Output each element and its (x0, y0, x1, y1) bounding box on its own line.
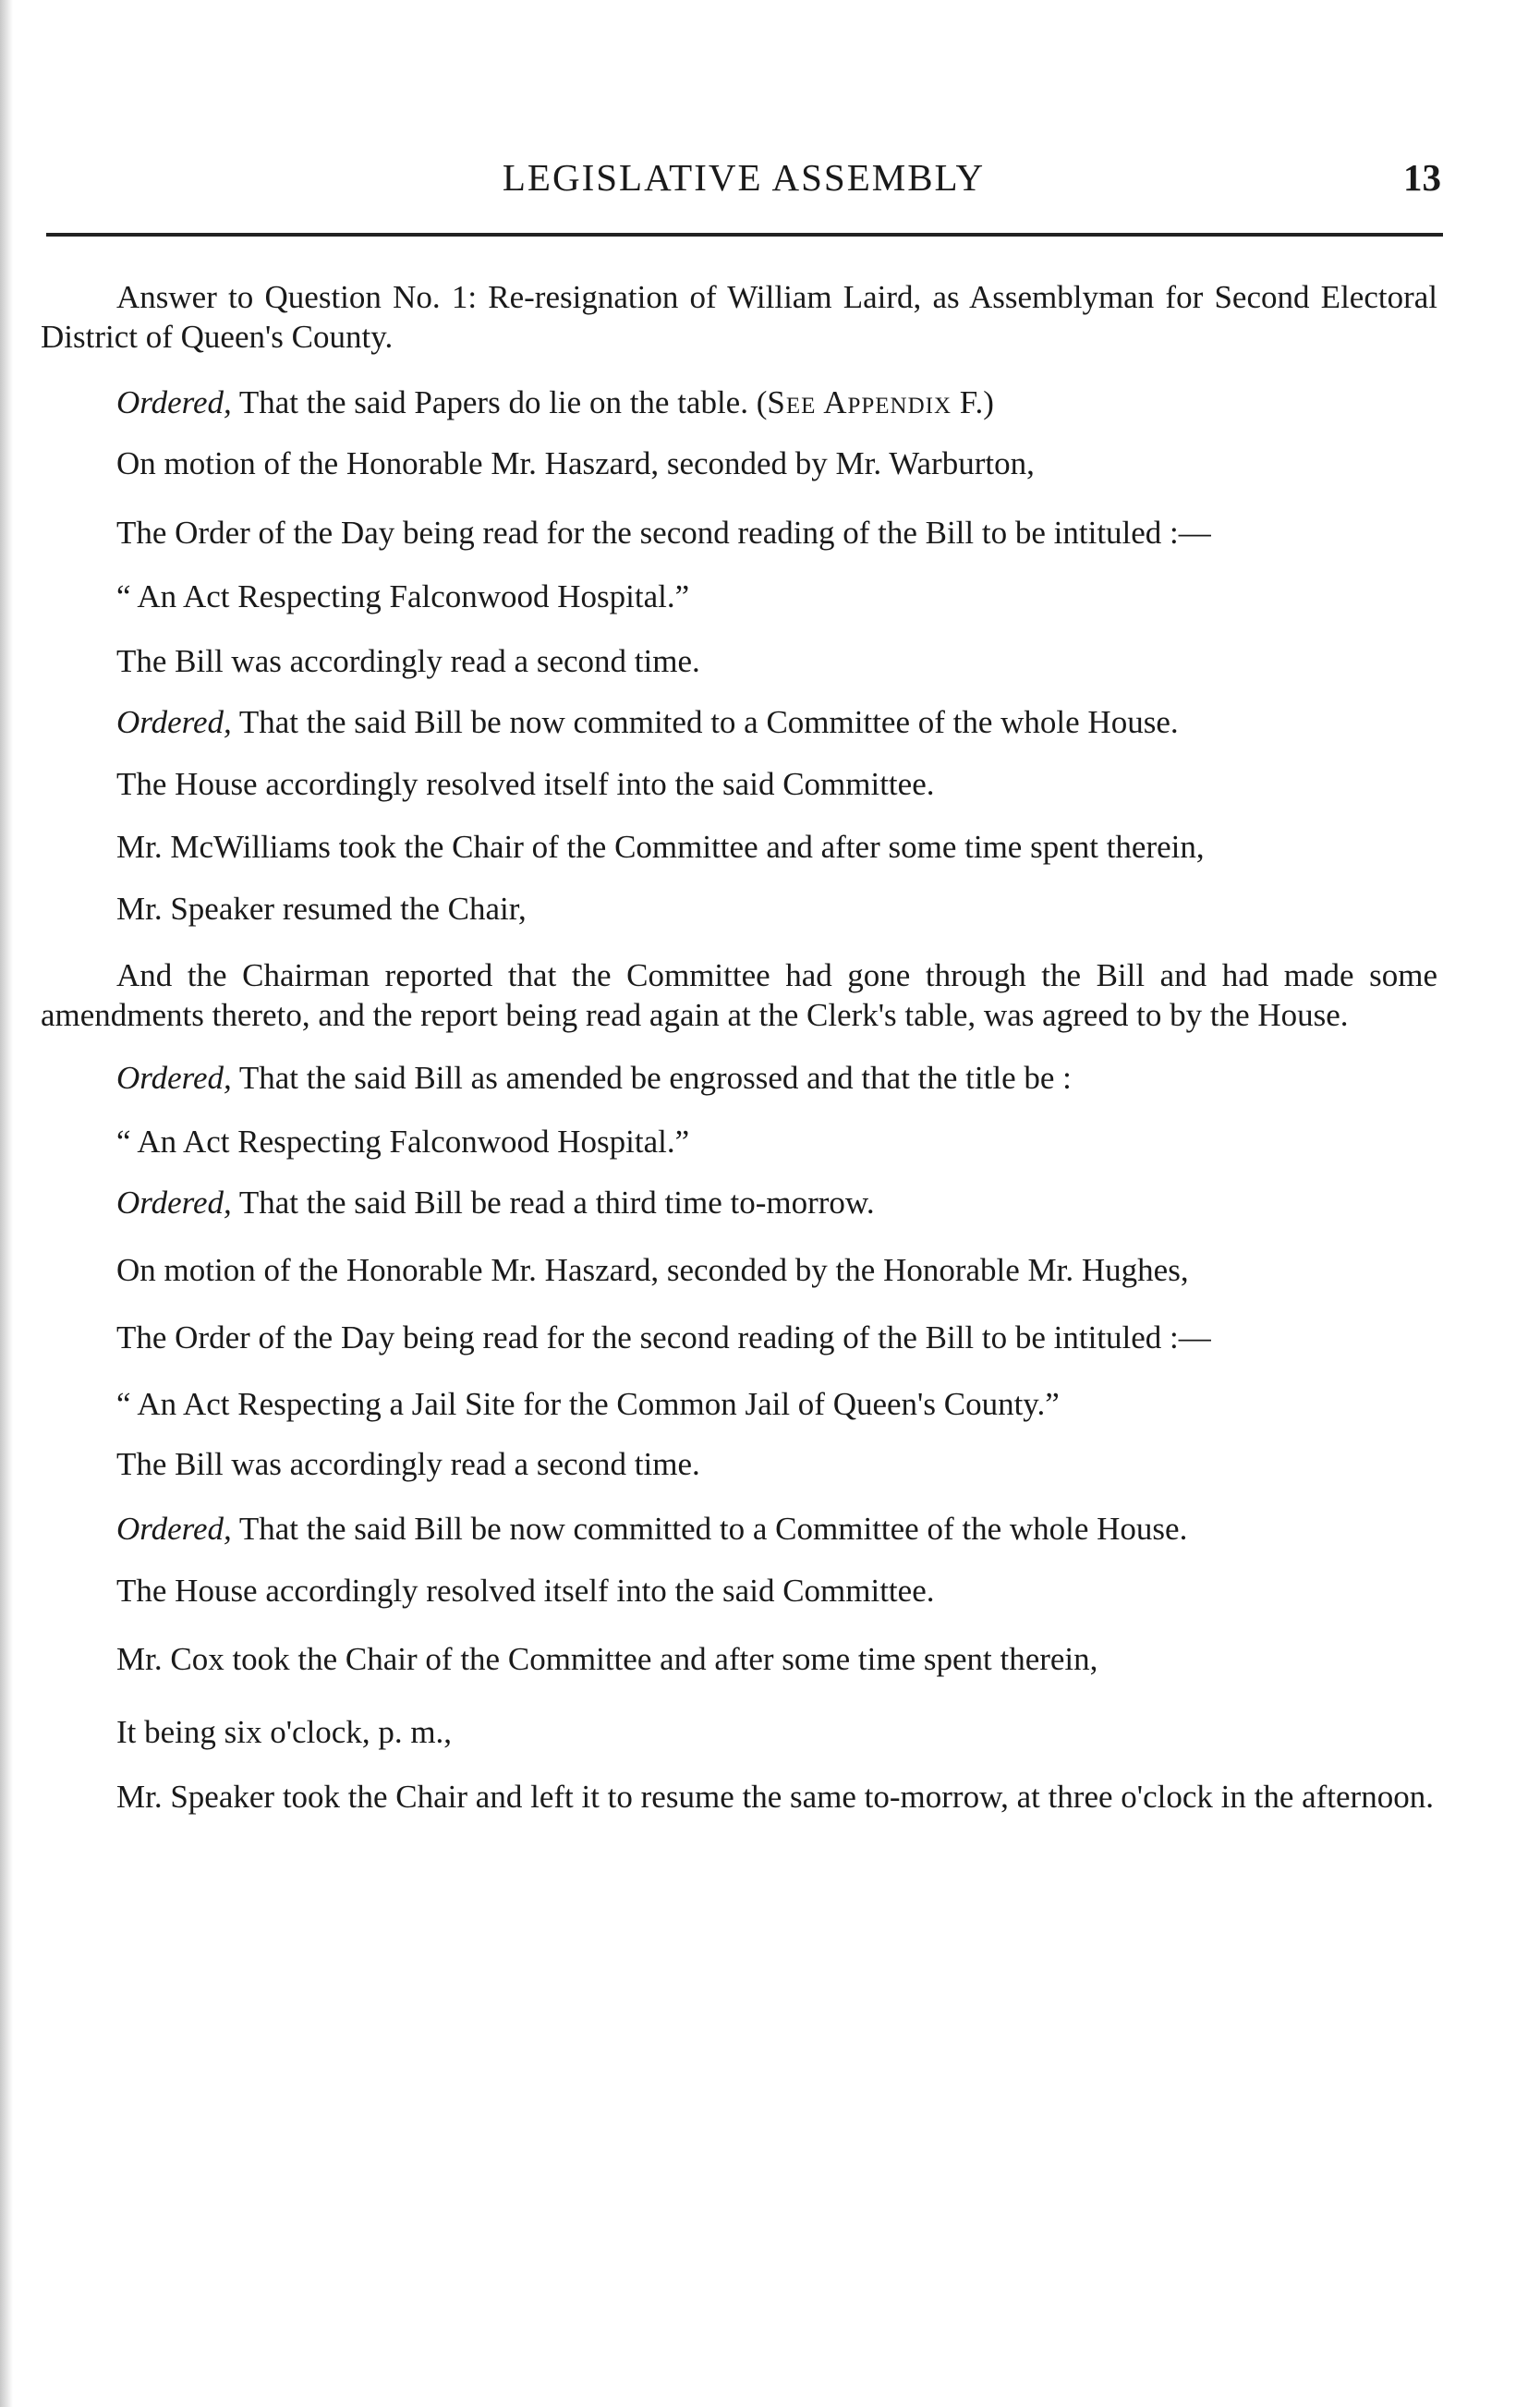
paragraph: It being six o'clock, p. m., (116, 1714, 453, 1750)
header-rule (46, 233, 1443, 237)
paragraph: Ordered, That the said Bill as amended be engrossed and that the title be : (116, 1060, 1072, 1096)
bill-title: “ An Act Respecting a Jail Site for the Common Jail of Queen's County.” (116, 1386, 1060, 1422)
body-text (41, 277, 1437, 1817)
paragraph: Ordered, That the said Bill be read a third time to-morrow. (116, 1185, 875, 1221)
paragraph: On motion of the Honorable Mr. Haszard, seconded by the Honorable Mr. Hughes, (116, 1252, 1189, 1288)
paragraph: Mr. Speaker took the Chair and left it to resume the same to-morrow, at three o'clock in the afternoon. (116, 1779, 1434, 1815)
page-number: 13 (1403, 156, 1441, 199)
paragraph: The House accordingly resolved itself into the said Committee. (116, 766, 935, 802)
paragraph: Ordered, That the said Bill be now commited to a Committee of the whole House. (116, 704, 1179, 740)
paragraph: The Bill was accordingly read a second time. (116, 1446, 700, 1482)
paragraph: The Order of the Day being read for the second reading of the Bill to be intituled :— (116, 1319, 1211, 1355)
running-head: LEGISLATIVE ASSEMBLY (502, 156, 986, 199)
bill-title: “ An Act Respecting Falconwood Hospital.” (116, 1124, 690, 1160)
paragraph: Answer to Question No. 1: Re-resignation of William Laird, as Assemblyman for Second Electoral District of Queen's County. (41, 279, 1437, 355)
paragraph: The Bill was accordingly read a second time. (116, 643, 700, 679)
bill-title: “ An Act Respecting Falconwood Hospital.” (116, 578, 690, 614)
page-header (46, 155, 1441, 211)
paragraph: Ordered, That the said Bill be now committed to a Committee of the whole House. (116, 1511, 1188, 1547)
paragraph: Mr. Speaker resumed the Chair, (116, 891, 527, 927)
scan-shadow-edge (0, 0, 13, 2407)
paragraph: Ordered, That the said Papers do lie on the table. (See Appendix F.) (116, 384, 994, 420)
paragraph: The House accordingly resolved itself into the said Committee. (116, 1573, 935, 1609)
paragraph: And the Chairman reported that the Committee had gone through the Bill and had made some amendments thereto, and the report being read again at the Clerk's table, was agreed to by the House. (41, 957, 1437, 1033)
paragraph: The Order of the Day being read for the second reading of the Bill to be intituled :— (116, 515, 1211, 551)
paragraph: On motion of the Honorable Mr. Haszard, seconded by Mr. Warburton, (116, 445, 1035, 481)
paragraph: Mr. McWilliams took the Chair of the Committee and after some time spent therein, (116, 829, 1205, 865)
paragraph: Mr. Cox took the Chair of the Committee and after some time spent therein, (116, 1641, 1098, 1677)
